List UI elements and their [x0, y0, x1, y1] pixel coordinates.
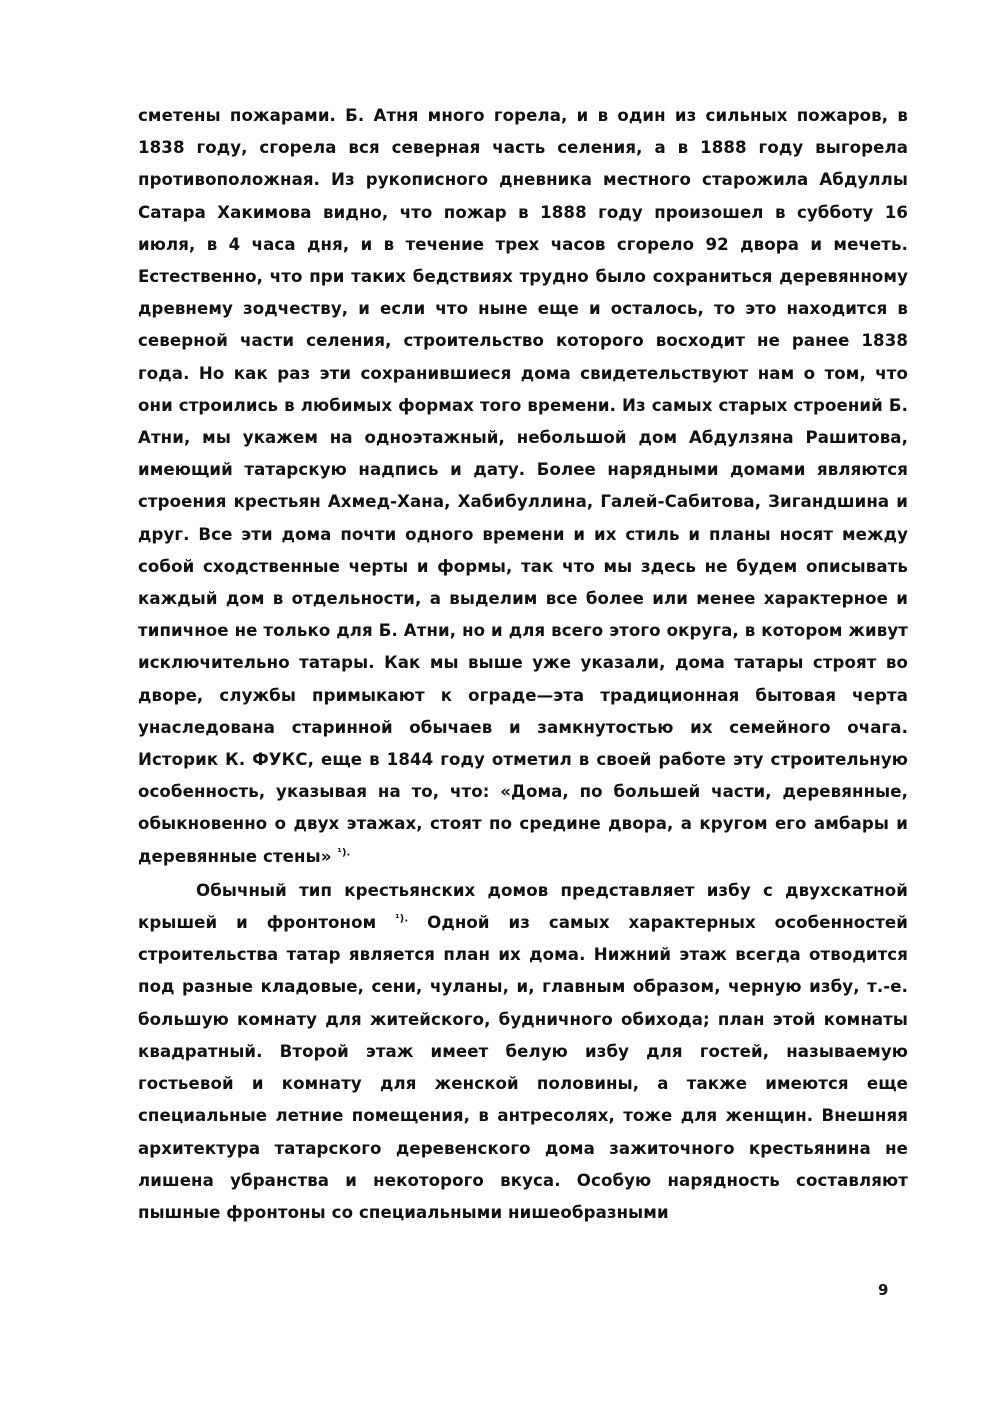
footnote-mark-1: ¹). — [337, 847, 351, 859]
document-page — [138, 100, 908, 1229]
paragraph-2-text-continued: Одной из самых характерных особенностей строительства татар является план их дома. Нижний этаж всегда отводится под разные кладовые, сени, чуланы, и, главным образом, черную избу, т.-е. большую комнату для житейского, будничного обихода; план этой комнаты квадратный. Второй этаж имеет белую избу для гостей, называемую гостьевой и комнату для женской половины, а также имеются еще специальные летние помещения, в антресолях, тоже для женщин. Внешняя архитектура татарского деревенского дома зажиточного крестьянина не лишена убранства и некоторого вкуса. Особую нарядность составляют пышные фронтоны со специальными нишеобразными — [138, 913, 908, 1222]
paragraph-1 — [138, 100, 908, 873]
paragraph-2 — [138, 875, 908, 1229]
footnote-mark-2: ¹). — [395, 913, 409, 925]
paragraph-2-text: Обычный тип крестьянских домов представляет избу с двухскатной крышей и фронтоном — [138, 880, 908, 933]
paragraph-1-text: сметены пожарами. Б. Атня много горела, и в один из сильных пожаров, в 1838 году, сгорела вся северная часть селения, а в 1888 году выгорела противоположная. Из рукописного дневника местного старожила Абдуллы Сатара Хакимова видно, что пожар в 1888 году произошел в субботу 16 июля, в 4 часа дня, и в течение трех часов сгорело 92 двора и мечеть. Естественно, что при таких бедствиях трудно было сохраниться деревянному древнему зодчеству, и если что ныне еще и осталось, то это находится в северной части селения, строительство которого восходит не ранее 1838 года. Но как раз эти сохранившиеся дома свидетельствуют нам о том, что они строились в любимых формах того времени. Из самых старых строений Б. Атни, мы укажем на одноэтажный, небольшой дом Абдулзяна Рашитова, имеющий татарскую надпись и дату. Более нарядными домами являются строения крестьян Ахмед-Хана, Хабибуллина, Галей-Сабитова, Зигандшина и друг. Все эти дома почти одного времени и их стиль и планы носят между собой сходственные черты и формы, так что мы здесь не будем описывать каждый дом в отдельности, а выделим все более или менее характерное и типичное не только для Б. Атни, но и для всего этого округа, в котором живут исключительно татары. Как мы выше уже указали, дома татары строят во дворе, службы примыкают к ограде—эта традиционная бытовая черта унаследована старинной обычаев и замкнутостью их семейного очага. Историк К. ФУКС, еще в 1844 году отметил в своей работе эту строительную особенность, указывая на то, что: «Дома, по большей части, деревянные, обыкновенно о двух этажах, стоят по средине двора, а кругом его амбары и деревянные стены» — [138, 106, 908, 866]
page-number: 9 — [878, 1281, 889, 1299]
